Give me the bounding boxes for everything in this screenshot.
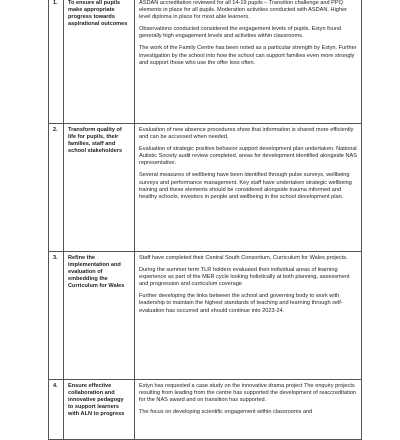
progress-paragraph: ASDAN accreditation reviewed for all 14-19 pupils – Transition challenge and PPQ elements in place for all pupils. Moderation activities conducted with ASDAN. Higher level diploma in place for most able learners. <box>139 0 348 21</box>
progress-paragraph: Several measures of wellbeing have been identified through pulse surveys, wellbeing surveys and performance management. Key staff have undertaken strategic wellbeing training and these elements should be considered alongside trauma informed and healthy schools, investors in people and wellbeing in the school development plan. <box>139 172 352 200</box>
progress-paragraph: Estyn has requested a case study on the innovative drama project The enquiry projects resulting from leading from the centre has supported the development of reaccreditation for the NAS award and on transition has supported. <box>139 383 357 404</box>
progress-paragraph: Further developing the links between the school and governing body to work with leadership to maintain the highest standards of teaching and learning through self-evaluation has occurred and should continue into 2023-24. <box>139 293 343 314</box>
objective-title: To ensure all pupils make appropriate progress towards aspirational outcomes <box>64 0 135 124</box>
table-row <box>49 0 362 124</box>
row-number: 4. <box>49 380 64 440</box>
table-row <box>49 252 362 380</box>
progress-notes <box>135 0 362 124</box>
row-number: 1. <box>49 0 64 124</box>
progress-paragraph: During the summer term TLR holders evaluated their individual areas of learning experience as part of the MER cycle looking holistically at both planning, assessment and progression and curriculum coverage <box>139 267 350 288</box>
progress-paragraph: The focus on developing scientific engagement within classrooms and <box>139 409 313 416</box>
progress-notes <box>135 252 362 380</box>
progress-paragraph: Staff have completed their Central South Consortium, Curriculum for Wales projects. <box>139 255 348 261</box>
objective-title: Transform quality of life for pupils, their families, staff and school stakeholders <box>64 124 135 252</box>
improvement-plan-table <box>48 0 362 440</box>
progress-paragraph: Evaluation of new absence procedures show that information is shared more efficiently and can be accessed when needed. <box>139 127 354 141</box>
table-row <box>49 124 362 252</box>
row-number: 2. <box>49 124 64 252</box>
progress-paragraph: Evaluation of strategic positive behavior support development plan undertaken. National Autistic Society audit review completed, areas for development identified alongside NAS representative. <box>139 146 357 167</box>
row-number: 3. <box>49 252 64 380</box>
progress-paragraph: Observations conducted considered the engagement levels of pupils. Estyn found generally high engagement levels and activities within classrooms. <box>139 26 342 40</box>
progress-paragraph: The work of the Family Centre has been noted as a particular strength by Estyn. Further investigation by the school into how the school can support families even more strongly and support those who use the offer less often. <box>139 45 357 66</box>
table-row <box>49 380 362 440</box>
progress-notes <box>135 380 362 440</box>
objective-title: Refine the implementation and evaluation of embedding the Curriculum for Wales <box>64 252 135 380</box>
objective-title: Ensure effective collaboration and innovative pedagogy to support learners with ALN to progress <box>64 380 135 440</box>
progress-notes <box>135 124 362 252</box>
